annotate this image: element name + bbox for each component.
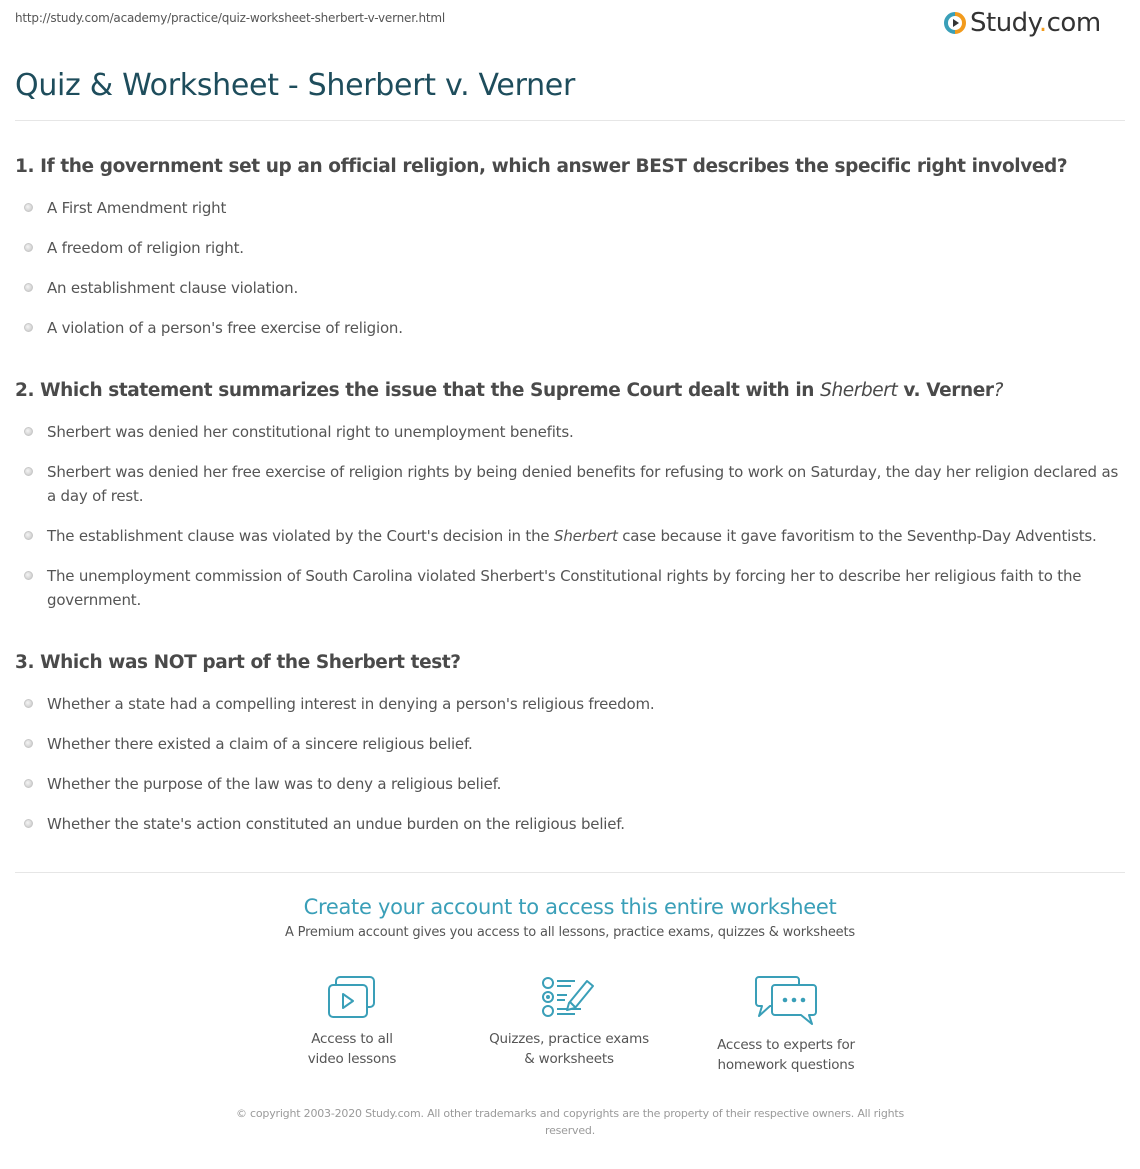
feature-label: Access to experts for homework questions <box>717 1037 855 1073</box>
feature-video-lessons <box>257 975 447 1069</box>
create-account-link[interactable]: Create your account to access this entire worksheet <box>303 895 837 919</box>
option-label: A violation of a person's free exercise of religion. <box>47 319 403 337</box>
answer-option[interactable] <box>15 692 1127 716</box>
play-circle-icon <box>944 12 966 34</box>
radio-button[interactable] <box>24 467 33 476</box>
answer-option[interactable] <box>15 420 1127 444</box>
answer-option[interactable] <box>15 524 1127 548</box>
answer-options <box>15 196 1127 340</box>
answer-options <box>15 692 1127 836</box>
divider <box>15 872 1125 873</box>
question-text: 2. Which statement summarizes the issue that the Supreme Court dealt with in Sherbert v. Verner? <box>15 380 1004 401</box>
option-label: The unemployment commission of South Carolina violated Sherbert's Constitutional rights by forcing her to describe her religious faith to the government. <box>47 567 1082 609</box>
feature-label: Access to all video lessons <box>307 1031 397 1067</box>
option-label: Whether the purpose of the law was to deny a religious belief. <box>47 775 502 793</box>
option-label: A First Amendment right <box>47 199 227 217</box>
answer-options <box>15 420 1127 612</box>
option-label: Whether there existed a claim of a sincere religious belief. <box>47 735 473 753</box>
answer-option[interactable] <box>15 732 1127 756</box>
radio-button[interactable] <box>24 779 33 788</box>
answer-option[interactable] <box>15 460 1127 508</box>
chat-bubbles-icon <box>691 975 881 1025</box>
feature-label: Quizzes, practice exams & worksheets <box>489 1031 649 1067</box>
page-url: http://study.com/academy/practice/quiz-worksheet-sherbert-v-verner.html <box>15 11 445 25</box>
answer-option[interactable] <box>15 316 1127 340</box>
question-3 <box>15 651 1127 836</box>
question-1 <box>15 155 1127 340</box>
radio-button[interactable] <box>24 283 33 292</box>
copyright-footer: © copyright 2003-2020 Study.com. All other trademarks and copyrights are the property of their respective owners. All rights reserved. <box>235 1107 905 1137</box>
answer-option[interactable] <box>15 236 1127 260</box>
option-label: An establishment clause violation. <box>47 279 299 297</box>
question-text: 1. If the government set up an official religion, which answer BEST describes the specific right involved? <box>15 156 1068 177</box>
radio-button[interactable] <box>24 819 33 828</box>
answer-option[interactable] <box>15 196 1127 220</box>
answer-option[interactable] <box>15 564 1127 612</box>
radio-button[interactable] <box>24 323 33 332</box>
option-label: Sherbert was denied her free exercise of religion rights by being denied benefits for refusing to work on Saturday, the day her religion declared as a day of rest. <box>47 463 1119 505</box>
video-lessons-icon <box>257 975 447 1019</box>
quiz-checklist-icon <box>474 975 664 1019</box>
option-label: The establishment clause was violated by the Court's decision in the Sherbert case because it gave favoritism to the Seventhp-Day Adventists. <box>47 527 1097 545</box>
divider <box>15 120 1125 121</box>
question-text: 3. Which was NOT part of the Sherbert test? <box>15 652 461 673</box>
feature-experts <box>691 975 881 1075</box>
radio-button[interactable] <box>24 571 33 580</box>
answer-option[interactable] <box>15 812 1127 836</box>
radio-button[interactable] <box>24 203 33 212</box>
radio-button[interactable] <box>24 699 33 708</box>
option-label: Whether a state had a compelling interest in denying a person's religious freedom. <box>47 695 655 713</box>
radio-button[interactable] <box>24 243 33 252</box>
answer-option[interactable] <box>15 772 1127 796</box>
option-label: Whether the state's action constituted an undue burden on the religious belief. <box>47 815 625 833</box>
logo-wordmark: Study.com <box>970 8 1101 38</box>
answer-option[interactable] <box>15 276 1127 300</box>
radio-button[interactable] <box>24 739 33 748</box>
study-logo[interactable] <box>944 8 1101 38</box>
feature-quizzes <box>474 975 664 1069</box>
radio-button[interactable] <box>24 531 33 540</box>
cta-subtitle: A Premium account gives you access to all lessons, practice exams, quizzes & worksheets <box>285 925 855 940</box>
page-title: Quiz & Worksheet - Sherbert v. Verner <box>15 68 575 103</box>
radio-button[interactable] <box>24 427 33 436</box>
option-label: A freedom of religion right. <box>47 239 244 257</box>
option-label: Sherbert was denied her constitutional right to unemployment benefits. <box>47 423 574 441</box>
question-2 <box>15 379 1127 612</box>
